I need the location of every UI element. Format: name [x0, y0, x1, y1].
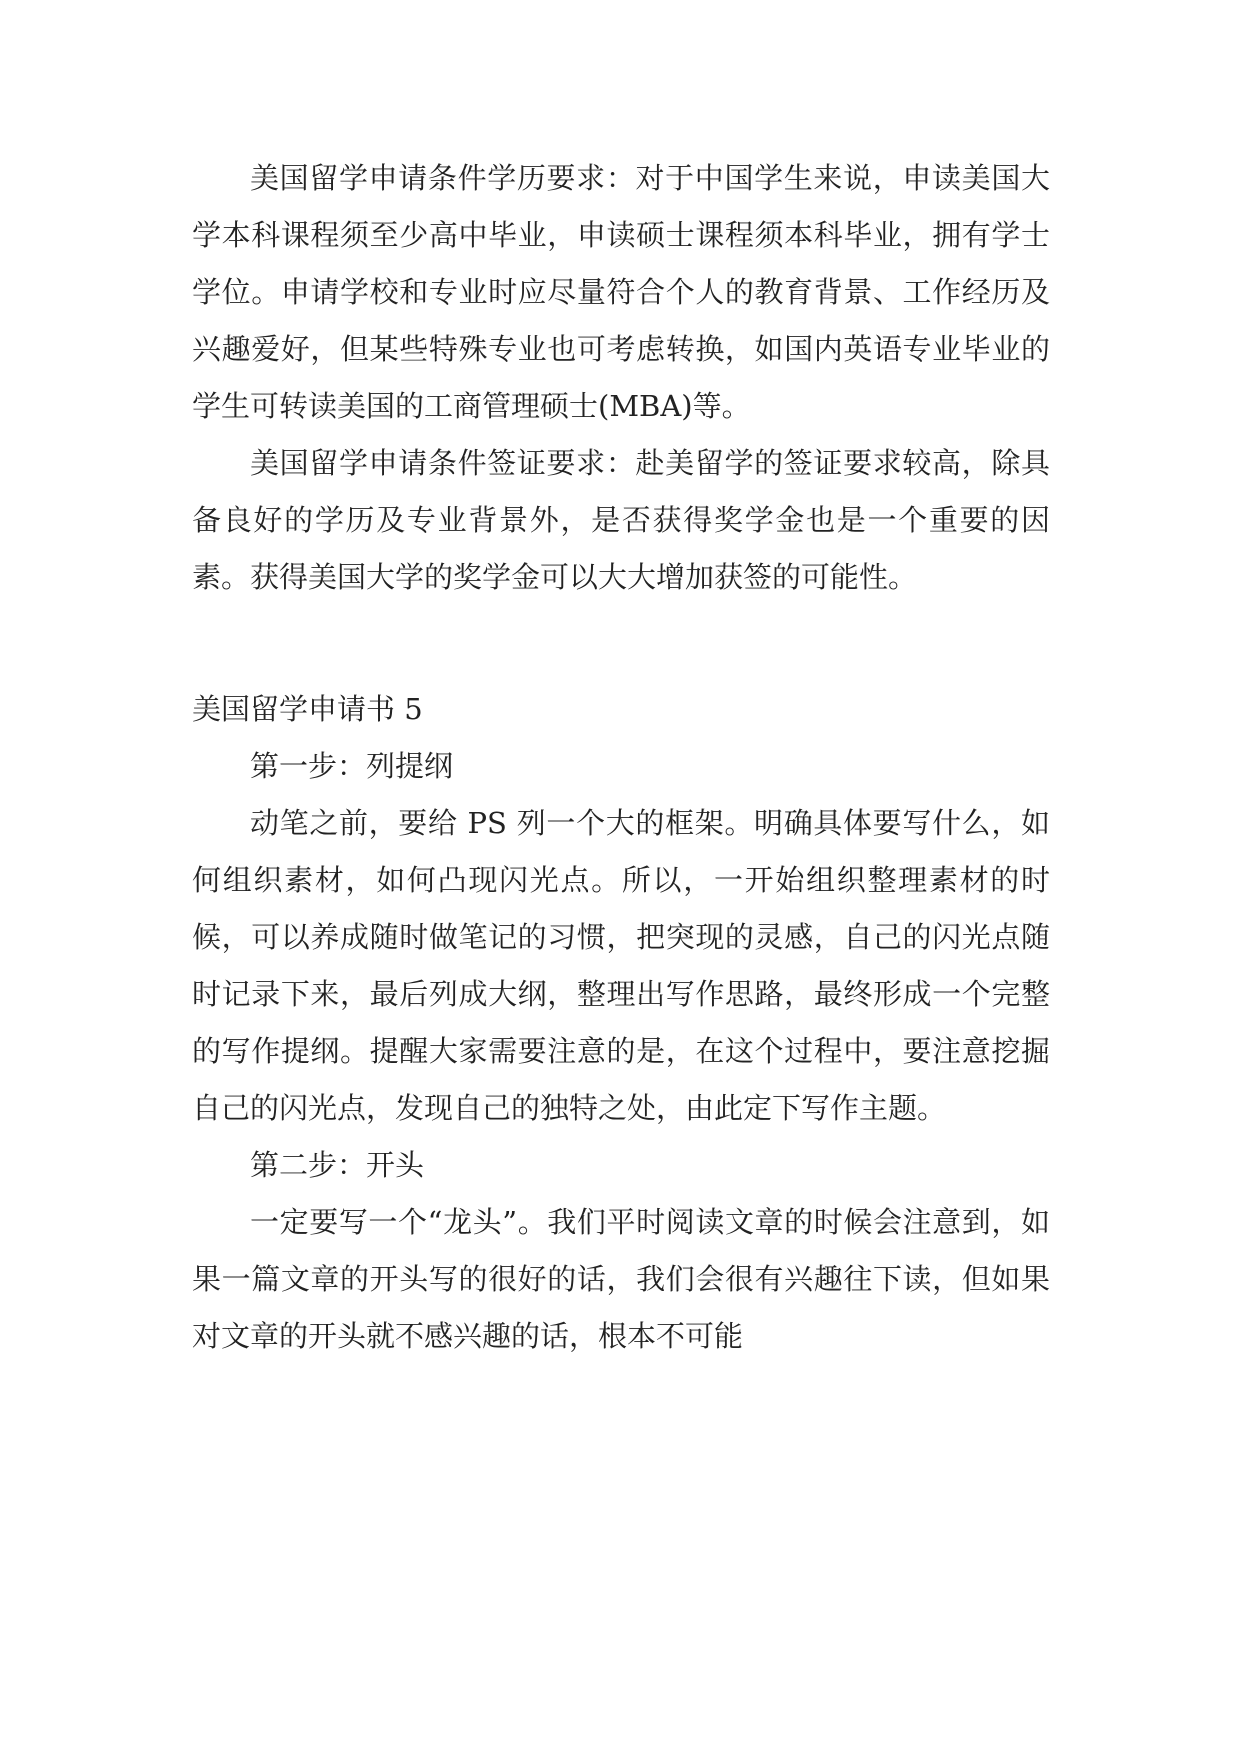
document-body — [192, 150, 1050, 1365]
paragraph-visa-requirements: 美国留学申请条件签证要求：赴美留学的签证要求较高，除具备良好的学历及专业背景外，是否获得奖学金也是一个重要的因素。获得美国大学的奖学金可以大大增加获签的可能性。 — [192, 446, 1050, 594]
section-spacer — [192, 606, 1050, 681]
paragraph-education-requirements: 美国留学申请条件学历要求：对于中国学生来说，申读美国大学本科课程须至少高中毕业，申读硕士课程须本科毕业，拥有学士学位。申请学校和专业时应尽量符合个人的教育背景、工作经历及兴趣爱好，但某些特殊专业也可考虑转换，如国内英语专业毕业的学生可转读美国的工商管理硕士(MBA)等。 — [192, 161, 1050, 423]
paragraph-step-one: 动笔之前，要给 PS 列一个大的框架。明确具体要写什么，如何组织素材，如何凸现闪光点。所以，一开始组织整理素材的时候，可以养成随时做笔记的习惯，把突现的灵感，自己的闪光点随时记录下来，最后列成大纲，整理出写作思路，最终形成一个完整的写作提纲。提醒大家需要注意的是，在这个过程中，要注意挖掘自己的闪光点，发现自己的独特之处，由此定下写作主题。 — [192, 806, 1050, 1125]
paragraph-step-two: 一定要写一个“龙头”。我们平时阅读文章的时候会注意到，如果一篇文章的开头写的很好的话，我们会很有兴趣往下读，但如果对文章的开头就不感兴趣的话，根本不可能 — [192, 1205, 1050, 1353]
step-one-heading: 第一步：列提纲 — [250, 749, 454, 783]
section-title: 美国留学申请书 5 — [192, 692, 423, 726]
step-two-heading: 第二步：开头 — [250, 1148, 425, 1182]
